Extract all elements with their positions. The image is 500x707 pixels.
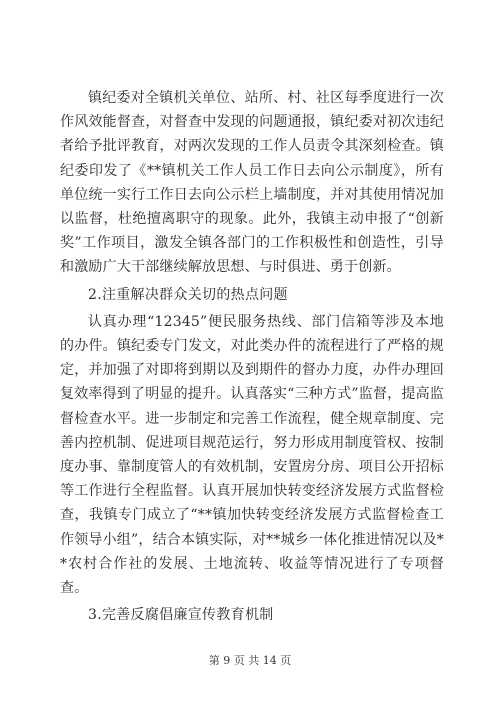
document-body: [60, 86, 444, 630]
body-paragraph: 认真办理“12345”便民服务热线、部门信箱等涉及本地的办件。镇纪委专门发文，对此类办件的流程进行了严格的规定，并加强了对即将到期以及到期件的督办力度，办件办理回复效率得到了明显的提升。认真落实“三种方式”监督，提高监督检查水平。进一步制定和完善工作流程，健全规章制度、完善内控机制、促进项目规范运行，努力形成用制度管权、按制度办事、靠制度管人的有效机制，安置房分房、项目公开招标等工作进行全程监督。认真开展加快转变经济发展方式监督检查，我镇专门成立了“**镇加快转变经济发展方式监督检查工作领导小组”，结合本镇实际，对**城乡一体化推进情况以及**农村合作社的发展、土地流转、收益等情况进行了专项督查。: [60, 313, 444, 597]
section-heading: 2.注重解决群众关切的热点问题: [88, 286, 288, 303]
body-paragraph: 镇纪委对全镇机关单位、站所、村、社区每季度进行一次作风效能督查，对督查中发现的问题通报，镇纪委对初次违纪者给予批评教育，对两次发现的工作人员责令其深刻检查。镇纪委印发了《**镇机关工作人员工作日去向公示制度》，所有单位统一实行工作日去向公示栏上墙制度，并对其使用情况加以监督，杜绝擅离职守的现象。此外，我镇主动申报了“创新奖”工作项目，激发全镇各部门的工作积极性和创造性，引导和激励广大干部继续解放思想、与时俱进、勇于创新。: [60, 90, 444, 276]
page-footer: 第 9 页 共 14 页: [208, 654, 292, 667]
section-heading: 3.完善反腐倡廉宣传教育机制: [88, 607, 274, 624]
